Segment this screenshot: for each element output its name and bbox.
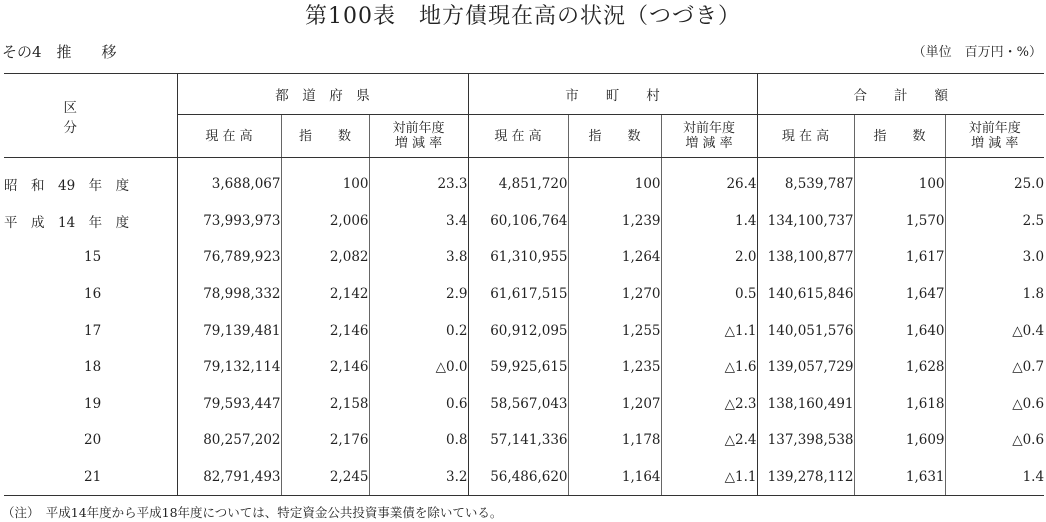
pref-index: 2,146 xyxy=(281,312,369,349)
muni-index: 1,235 xyxy=(568,349,661,386)
pref-balance: 80,257,202 xyxy=(177,422,281,459)
pref-rate: 23.3 xyxy=(369,158,468,203)
muni-index: 1,264 xyxy=(568,239,661,276)
header-rate: 対前年度 増 減 率 xyxy=(369,115,468,158)
total-index: 1,570 xyxy=(854,203,945,240)
row-label: 20 xyxy=(84,432,102,449)
pref-balance: 79,593,447 xyxy=(177,386,281,423)
pref-index: 2,082 xyxy=(281,239,369,276)
total-index: 1,631 xyxy=(854,459,945,496)
header-kubun: 区 分 xyxy=(4,74,177,158)
total-index: 1,609 xyxy=(854,422,945,459)
row-label: 15 xyxy=(84,249,102,266)
table-row xyxy=(4,349,1044,386)
table-row xyxy=(4,386,1044,423)
row-label: 昭 和 49 年 度 xyxy=(4,178,130,195)
section-subtitle: その4 推 移 xyxy=(2,43,117,61)
total-index: 1,617 xyxy=(854,239,945,276)
header-total: 合 計 額 xyxy=(757,74,1044,115)
table-row xyxy=(4,276,1044,313)
total-rate: △0.6 xyxy=(945,386,1044,423)
total-rate: 3.0 xyxy=(945,239,1044,276)
total-rate: △0.4 xyxy=(945,312,1044,349)
pref-balance: 82,791,493 xyxy=(177,459,281,496)
pref-rate: 2.9 xyxy=(369,276,468,313)
total-index: 1,640 xyxy=(854,312,945,349)
total-index: 100 xyxy=(854,158,945,203)
header-prefecture: 都 道 府 県 xyxy=(177,74,468,115)
muni-balance: 4,851,720 xyxy=(468,158,568,203)
unit-label: （単位 百万円・%） xyxy=(912,45,1042,60)
total-rate: 1.4 xyxy=(945,459,1044,496)
pref-balance: 78,998,332 xyxy=(177,276,281,313)
muni-balance: 58,567,043 xyxy=(468,386,568,423)
total-rate: △0.6 xyxy=(945,422,1044,459)
muni-index: 1,207 xyxy=(568,386,661,423)
muni-rate: 0.5 xyxy=(661,276,757,313)
pref-rate: 3.8 xyxy=(369,239,468,276)
muni-index: 1,239 xyxy=(568,203,661,240)
table-row xyxy=(4,158,1044,203)
header-rate: 対前年度 増 減 率 xyxy=(661,115,757,158)
muni-rate: △1.1 xyxy=(661,459,757,496)
pref-balance: 79,132,114 xyxy=(177,349,281,386)
row-label: 19 xyxy=(84,395,102,412)
total-balance: 138,100,877 xyxy=(757,239,854,276)
row-label: 21 xyxy=(4,459,177,496)
pref-balance: 3,688,067 xyxy=(177,158,281,203)
total-balance: 140,051,576 xyxy=(757,312,854,349)
muni-rate: 26.4 xyxy=(661,158,757,203)
pref-balance: 79,139,481 xyxy=(177,312,281,349)
muni-index: 1,270 xyxy=(568,276,661,313)
total-rate: 2.5 xyxy=(945,203,1044,240)
pref-rate: 3.4 xyxy=(369,203,468,240)
total-rate: △0.7 xyxy=(945,349,1044,386)
pref-rate: 0.8 xyxy=(369,422,468,459)
muni-balance: 60,106,764 xyxy=(468,203,568,240)
muni-rate: △1.6 xyxy=(661,349,757,386)
muni-index: 1,164 xyxy=(568,459,661,496)
total-balance: 138,160,491 xyxy=(757,386,854,423)
muni-rate: 2.0 xyxy=(661,239,757,276)
table-row xyxy=(4,312,1044,349)
pref-rate: △0.0 xyxy=(369,349,468,386)
muni-index: 100 xyxy=(568,158,661,203)
total-index: 1,618 xyxy=(854,386,945,423)
pref-index: 2,142 xyxy=(281,276,369,313)
muni-rate: △2.4 xyxy=(661,422,757,459)
pref-index: 2,245 xyxy=(281,459,369,496)
header-balance: 現 在 高 xyxy=(468,115,568,158)
header-index: 指 数 xyxy=(568,115,661,158)
total-balance: 139,057,729 xyxy=(757,349,854,386)
total-index: 1,647 xyxy=(854,276,945,313)
muni-index: 1,255 xyxy=(568,312,661,349)
row-label: 17 xyxy=(84,322,102,339)
muni-balance: 56,486,620 xyxy=(468,459,568,496)
total-rate: 1.8 xyxy=(945,276,1044,313)
pref-index: 100 xyxy=(281,158,369,203)
total-index: 1,628 xyxy=(854,349,945,386)
total-balance: 139,278,112 xyxy=(757,459,854,496)
muni-index: 1,178 xyxy=(568,422,661,459)
total-balance: 134,100,737 xyxy=(757,203,854,240)
row-label: 18 xyxy=(84,359,102,376)
muni-balance: 61,310,955 xyxy=(468,239,568,276)
table-row xyxy=(4,459,1044,496)
muni-balance: 59,925,615 xyxy=(468,349,568,386)
muni-rate: △2.3 xyxy=(661,386,757,423)
page-title: 第100表 地方債現在高の状況（つづき） xyxy=(305,4,741,29)
header-rate: 対前年度 増 減 率 xyxy=(945,115,1044,158)
header-index: 指 数 xyxy=(854,115,945,158)
muni-rate: △1.1 xyxy=(661,312,757,349)
pref-index: 2,176 xyxy=(281,422,369,459)
pref-index: 2,158 xyxy=(281,386,369,423)
muni-balance: 61,617,515 xyxy=(468,276,568,313)
header-index: 指 数 xyxy=(281,115,369,158)
pref-rate: 0.2 xyxy=(369,312,468,349)
table-row xyxy=(4,203,1044,240)
total-balance: 137,398,538 xyxy=(757,422,854,459)
muni-balance: 60,912,095 xyxy=(468,312,568,349)
total-balance: 140,615,846 xyxy=(757,276,854,313)
header-municipality: 市 町 村 xyxy=(468,74,757,115)
pref-balance: 73,993,973 xyxy=(177,203,281,240)
pref-index: 2,006 xyxy=(281,203,369,240)
pref-index: 2,146 xyxy=(281,349,369,386)
pref-rate: 0.6 xyxy=(369,386,468,423)
muni-balance: 57,141,336 xyxy=(468,422,568,459)
debt-balance-table xyxy=(4,73,1044,496)
footnote: （注） 平成14年度から平成18年度については、特定資金公共投資事業債を除いている。 xyxy=(2,505,503,520)
row-label: 平 成 14 年 度 xyxy=(4,214,130,231)
row-label: 16 xyxy=(84,286,102,303)
header-balance: 現 在 高 xyxy=(757,115,854,158)
total-balance: 8,539,787 xyxy=(757,158,854,203)
muni-rate: 1.4 xyxy=(661,203,757,240)
pref-balance: 76,789,923 xyxy=(177,239,281,276)
pref-rate: 3.2 xyxy=(369,459,468,496)
total-rate: 25.0 xyxy=(945,158,1044,203)
table-row xyxy=(4,239,1044,276)
table-row xyxy=(4,422,1044,459)
header-balance: 現 在 高 xyxy=(177,115,281,158)
